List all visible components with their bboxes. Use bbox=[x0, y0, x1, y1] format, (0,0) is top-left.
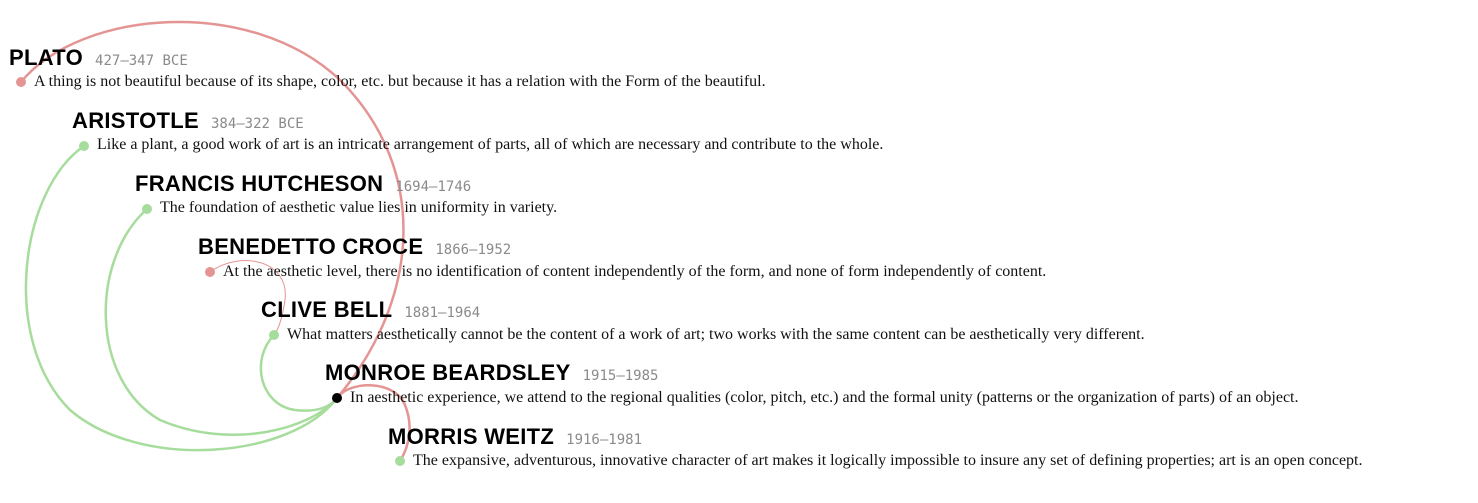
philosopher-name-weitz: MORRIS WEITZ 1916–1981 bbox=[388, 424, 642, 449]
years-croce: 1866–1952 bbox=[435, 242, 512, 258]
node-dot-aristotle[interactable] bbox=[79, 141, 89, 151]
philosopher-name-plato: PLATO 427–347 BCE bbox=[9, 45, 188, 70]
years-hutcheson: 1694–1746 bbox=[395, 179, 472, 195]
node-dot-plato[interactable] bbox=[16, 77, 26, 87]
philosopher-name-bell: CLIVE BELL 1881–1964 bbox=[261, 297, 481, 322]
philosopher-name-beardsley: MONROE BEARDSLEY 1915–1985 bbox=[325, 360, 659, 385]
years-aristotle: 384–322 BCE bbox=[210, 116, 304, 132]
years-weitz: 1916–1981 bbox=[566, 432, 642, 448]
node-dot-hutcheson[interactable] bbox=[142, 204, 152, 214]
quote-plato: A thing is not beautiful because of its shape, color, etc. but because it has a relation with the Form of the beautiful. bbox=[34, 73, 766, 90]
node-dot-bell[interactable] bbox=[269, 330, 279, 340]
node-dot-weitz[interactable] bbox=[395, 456, 405, 466]
quote-croce: At the aesthetic level, there is no identification of content independently of the form, and none of form independently of content. bbox=[223, 263, 1047, 280]
philosopher-name-hutcheson: FRANCIS HUTCHESON 1694–1746 bbox=[135, 171, 472, 196]
years-bell: 1881–1964 bbox=[404, 305, 481, 321]
philosopher-name-croce: BENEDETTO CROCE 1866–1952 bbox=[198, 234, 512, 259]
quote-beardsley: In aesthetic experience, we attend to the regional qualities (color, pitch, etc.) and the formal unity (patterns or the organization of parts) of an object. bbox=[350, 389, 1299, 406]
node-dot-beardsley[interactable] bbox=[332, 393, 342, 403]
quote-weitz: The expansive, adventurous, innovative character of art makes it logically impossible to insure any set of defining properties; art is an open concept. bbox=[413, 452, 1363, 469]
quote-bell: What matters aesthetically cannot be the content of a work of art; two works with the same content can be aesthetically very different. bbox=[287, 326, 1145, 343]
philosopher-name-aristotle: ARISTOTLE 384–322 BCE bbox=[72, 108, 304, 133]
years-plato: 427–347 BCE bbox=[95, 53, 188, 69]
quote-hutcheson: The foundation of aesthetic value lies in uniformity in variety. bbox=[160, 199, 558, 216]
quote-aristotle: Like a plant, a good work of art is an intricate arrangement of parts, all of which are necessary and contribute to the whole. bbox=[97, 136, 884, 153]
node-dot-croce[interactable] bbox=[205, 267, 215, 277]
years-beardsley: 1915–1985 bbox=[582, 368, 659, 384]
